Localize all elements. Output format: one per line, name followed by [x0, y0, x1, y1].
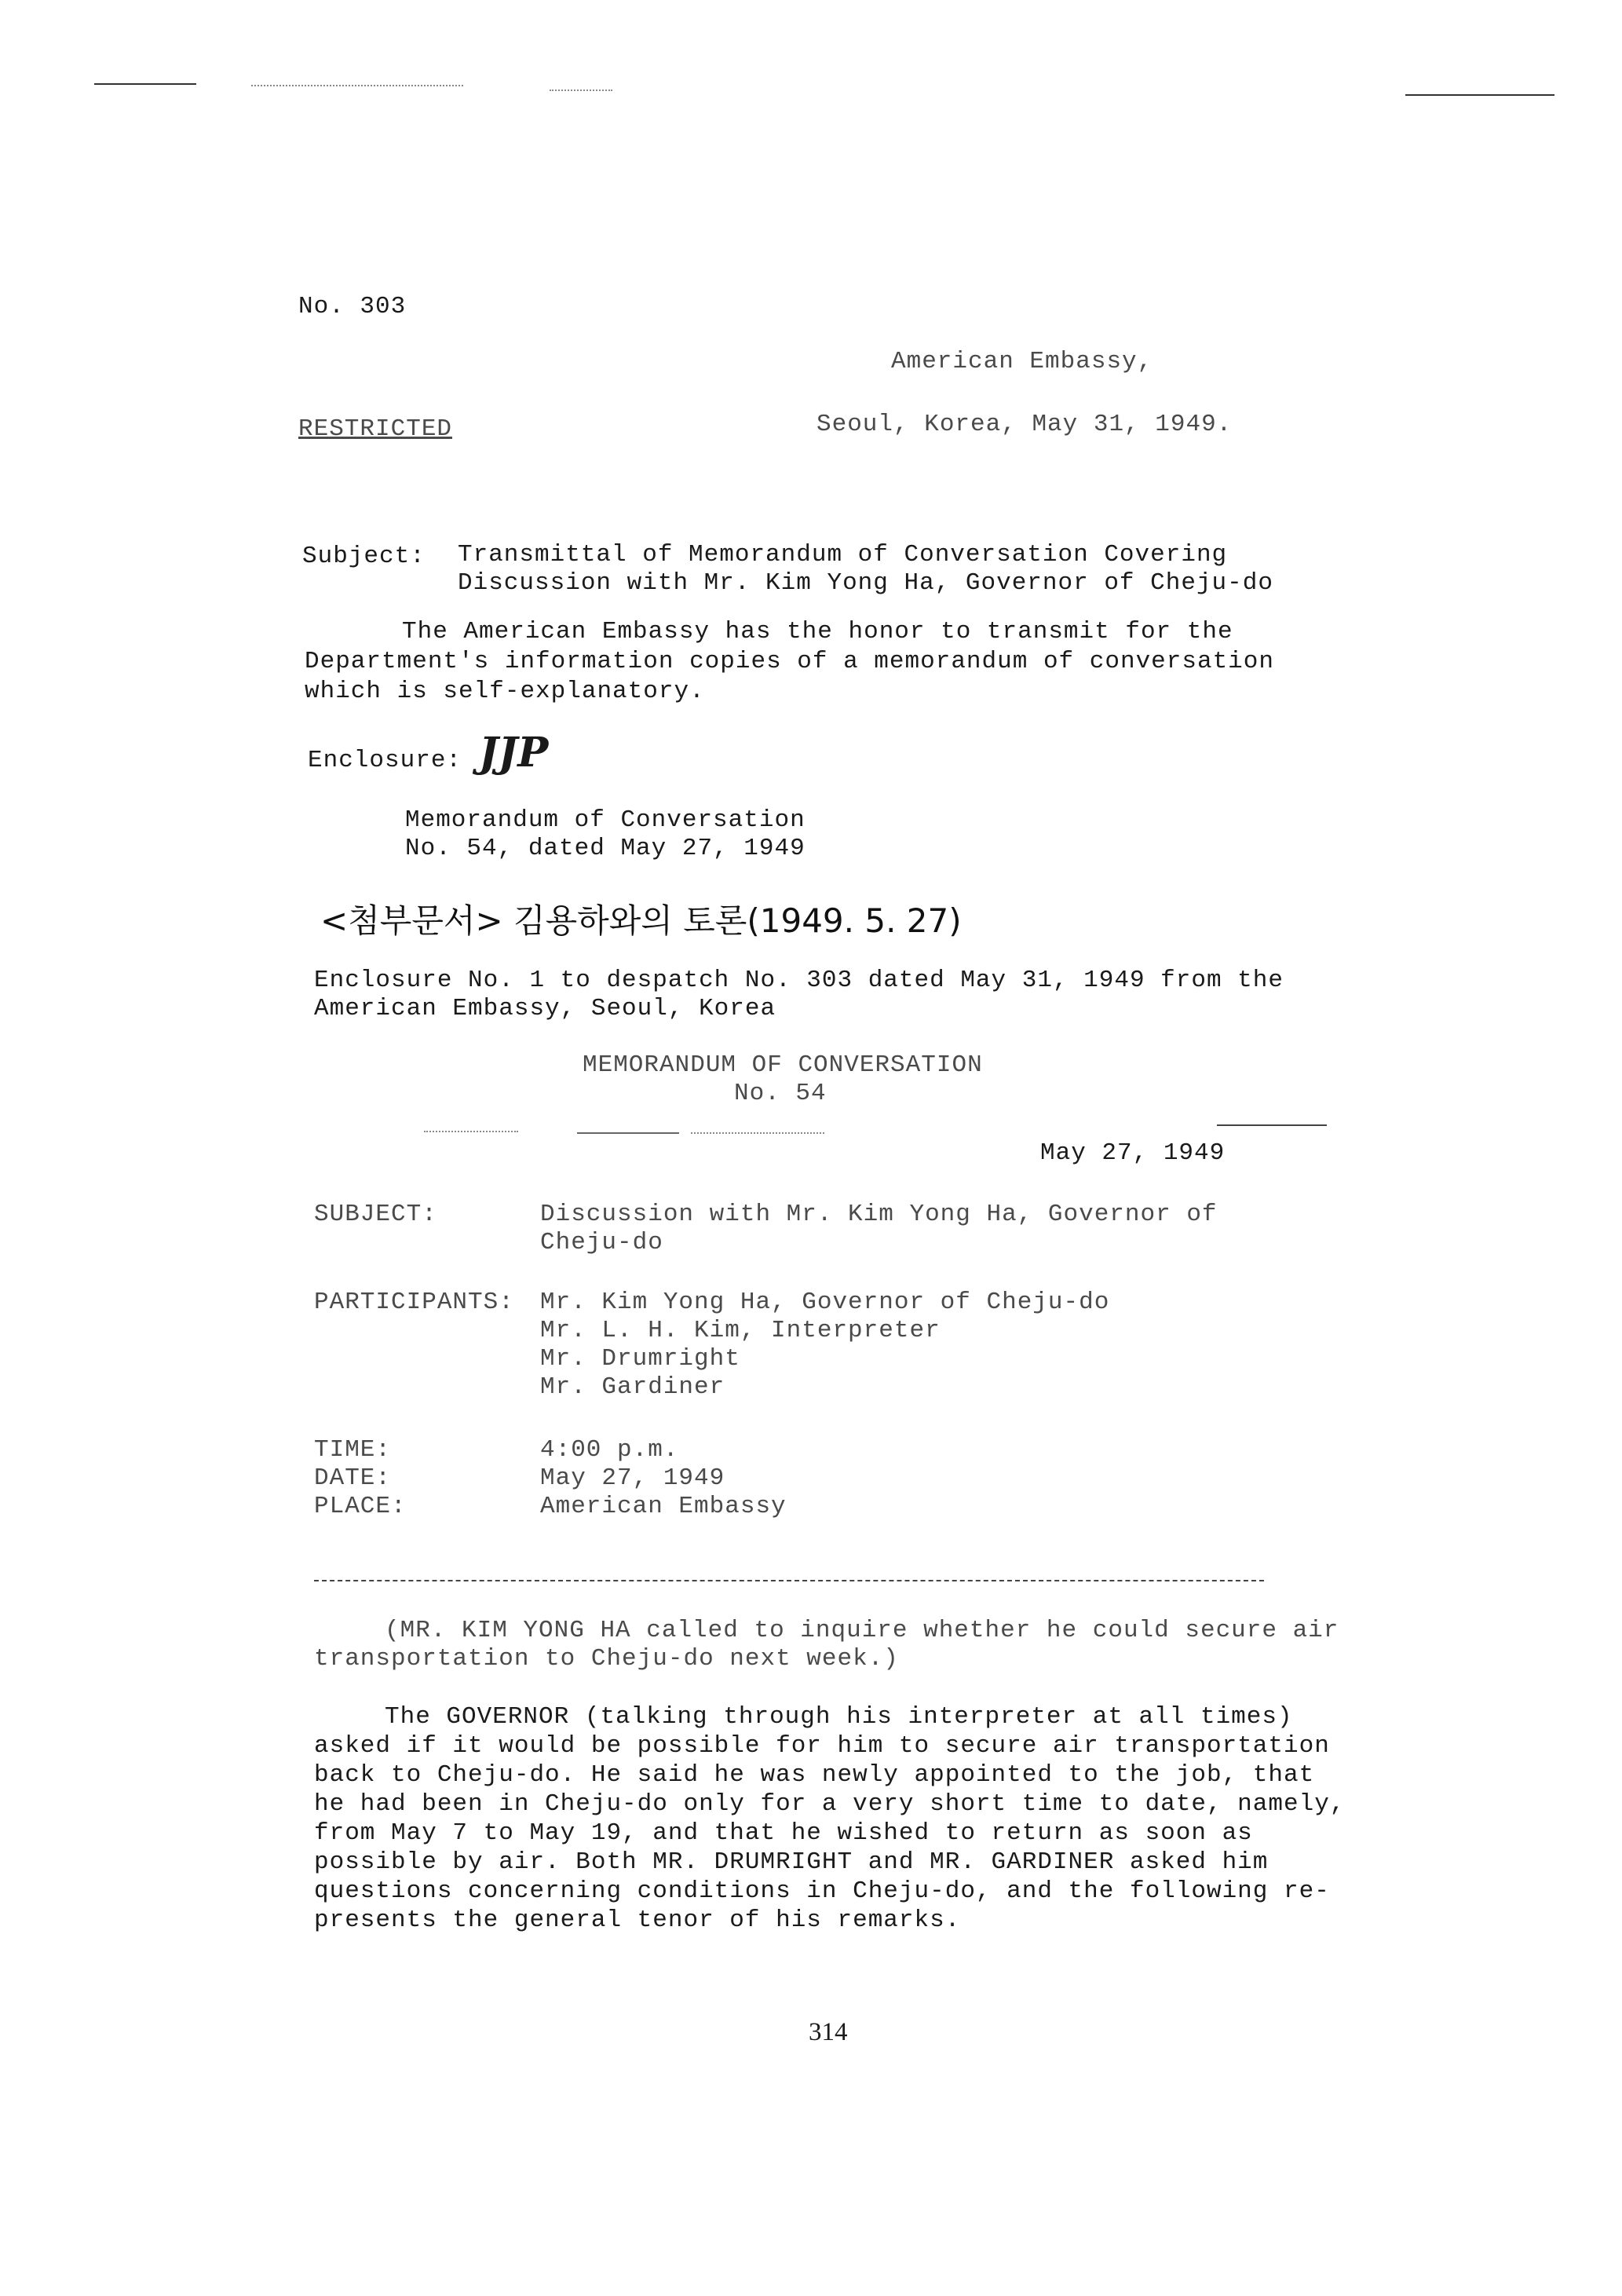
- memo-subject-line: Discussion with Mr. Kim Yong Ha, Governor of: [540, 1201, 1218, 1228]
- enclosure-item: Memorandum of Conversation: [405, 806, 806, 834]
- body-line: Department's information copies of a memorandum of conversation: [305, 648, 1274, 675]
- time-value: 4:00 p.m.: [540, 1436, 679, 1464]
- initials-mark: JJP: [479, 729, 549, 777]
- place-value: American Embassy: [540, 1493, 787, 1520]
- place-label: PLACE:: [314, 1493, 407, 1520]
- enclosure-reference: American Embassy, Seoul, Korea: [314, 995, 776, 1022]
- memo-subject-line: Cheju-do: [540, 1229, 663, 1256]
- classification-stamp: RESTRICTED: [298, 415, 453, 443]
- participants-label: PARTICIPANTS:: [314, 1289, 514, 1316]
- paragraph-line: he had been in Cheju-do only for a very short time to date, namely,: [314, 1790, 1346, 1818]
- section-divider: [314, 1580, 1264, 1581]
- memo-number: No. 54: [734, 1080, 827, 1107]
- subject-line: Discussion with Mr. Kim Yong Ha, Governor of Cheju-do: [458, 569, 1273, 597]
- summary-line: (MR. KIM YONG HA called to inquire whether he could secure air: [385, 1617, 1339, 1644]
- scan-line: [550, 90, 612, 91]
- participant-item: Mr. Gardiner: [540, 1373, 725, 1401]
- paragraph-line: presents the general tenor of his remarks.: [314, 1907, 961, 1934]
- time-label: TIME:: [314, 1436, 392, 1464]
- enclosure-item: No. 54, dated May 27, 1949: [405, 835, 806, 862]
- scan-line: [424, 1131, 518, 1132]
- korean-caption: <첨부문서> 김용하와의 토론(1949. 5. 27): [320, 901, 962, 940]
- scan-line: [94, 83, 196, 85]
- scan-line: [251, 85, 463, 86]
- sender-line: American Embassy,: [891, 348, 1153, 375]
- place-date-line: Seoul, Korea, May 31, 1949.: [816, 411, 1233, 438]
- memo-subject-label: SUBJECT:: [314, 1201, 437, 1228]
- participant-item: Mr. L. H. Kim, Interpreter: [540, 1317, 941, 1344]
- scan-line: [1217, 1124, 1327, 1126]
- paragraph-line: possible by air. Both MR. DRUMRIGHT and MR. GARDINER asked him: [314, 1848, 1269, 1876]
- paragraph-line: asked if it would be possible for him to secure air transportation: [314, 1732, 1330, 1760]
- paragraph-line: The GOVERNOR (talking through his interpreter at all times): [385, 1703, 1293, 1731]
- page-number: 314: [809, 2018, 848, 2046]
- summary-line: transportation to Cheju-do next week.): [314, 1645, 899, 1673]
- memo-title: MEMORANDUM OF CONVERSATION: [583, 1051, 983, 1079]
- despatch-number: No. 303: [298, 293, 407, 320]
- participant-item: Mr. Kim Yong Ha, Governor of Cheju-do: [540, 1289, 1110, 1316]
- paragraph-line: back to Cheju-do. He said he was newly appointed to the job, that: [314, 1761, 1315, 1789]
- scan-line: [691, 1132, 824, 1134]
- date-label: DATE:: [314, 1464, 392, 1492]
- paragraph-line: from May 7 to May 19, and that he wished to return as soon as: [314, 1819, 1253, 1847]
- subject-line: Transmittal of Memorandum of Conversation Covering: [458, 541, 1228, 569]
- memo-date: May 27, 1949: [1040, 1139, 1226, 1167]
- subject-label: Subject:: [302, 543, 426, 570]
- body-line: which is self-explanatory.: [305, 678, 705, 705]
- scan-line: [1405, 94, 1554, 96]
- body-line: The American Embassy has the honor to transmit for the: [402, 618, 1233, 645]
- enclosure-reference: Enclosure No. 1 to despatch No. 303 dated May 31, 1949 from the: [314, 967, 1284, 994]
- participant-item: Mr. Drumright: [540, 1345, 740, 1373]
- scan-line: [577, 1132, 679, 1134]
- paragraph-line: questions concerning conditions in Cheju-do, and the following re-: [314, 1877, 1330, 1905]
- date-value: May 27, 1949: [540, 1464, 725, 1492]
- enclosure-label: Enclosure:: [308, 747, 462, 774]
